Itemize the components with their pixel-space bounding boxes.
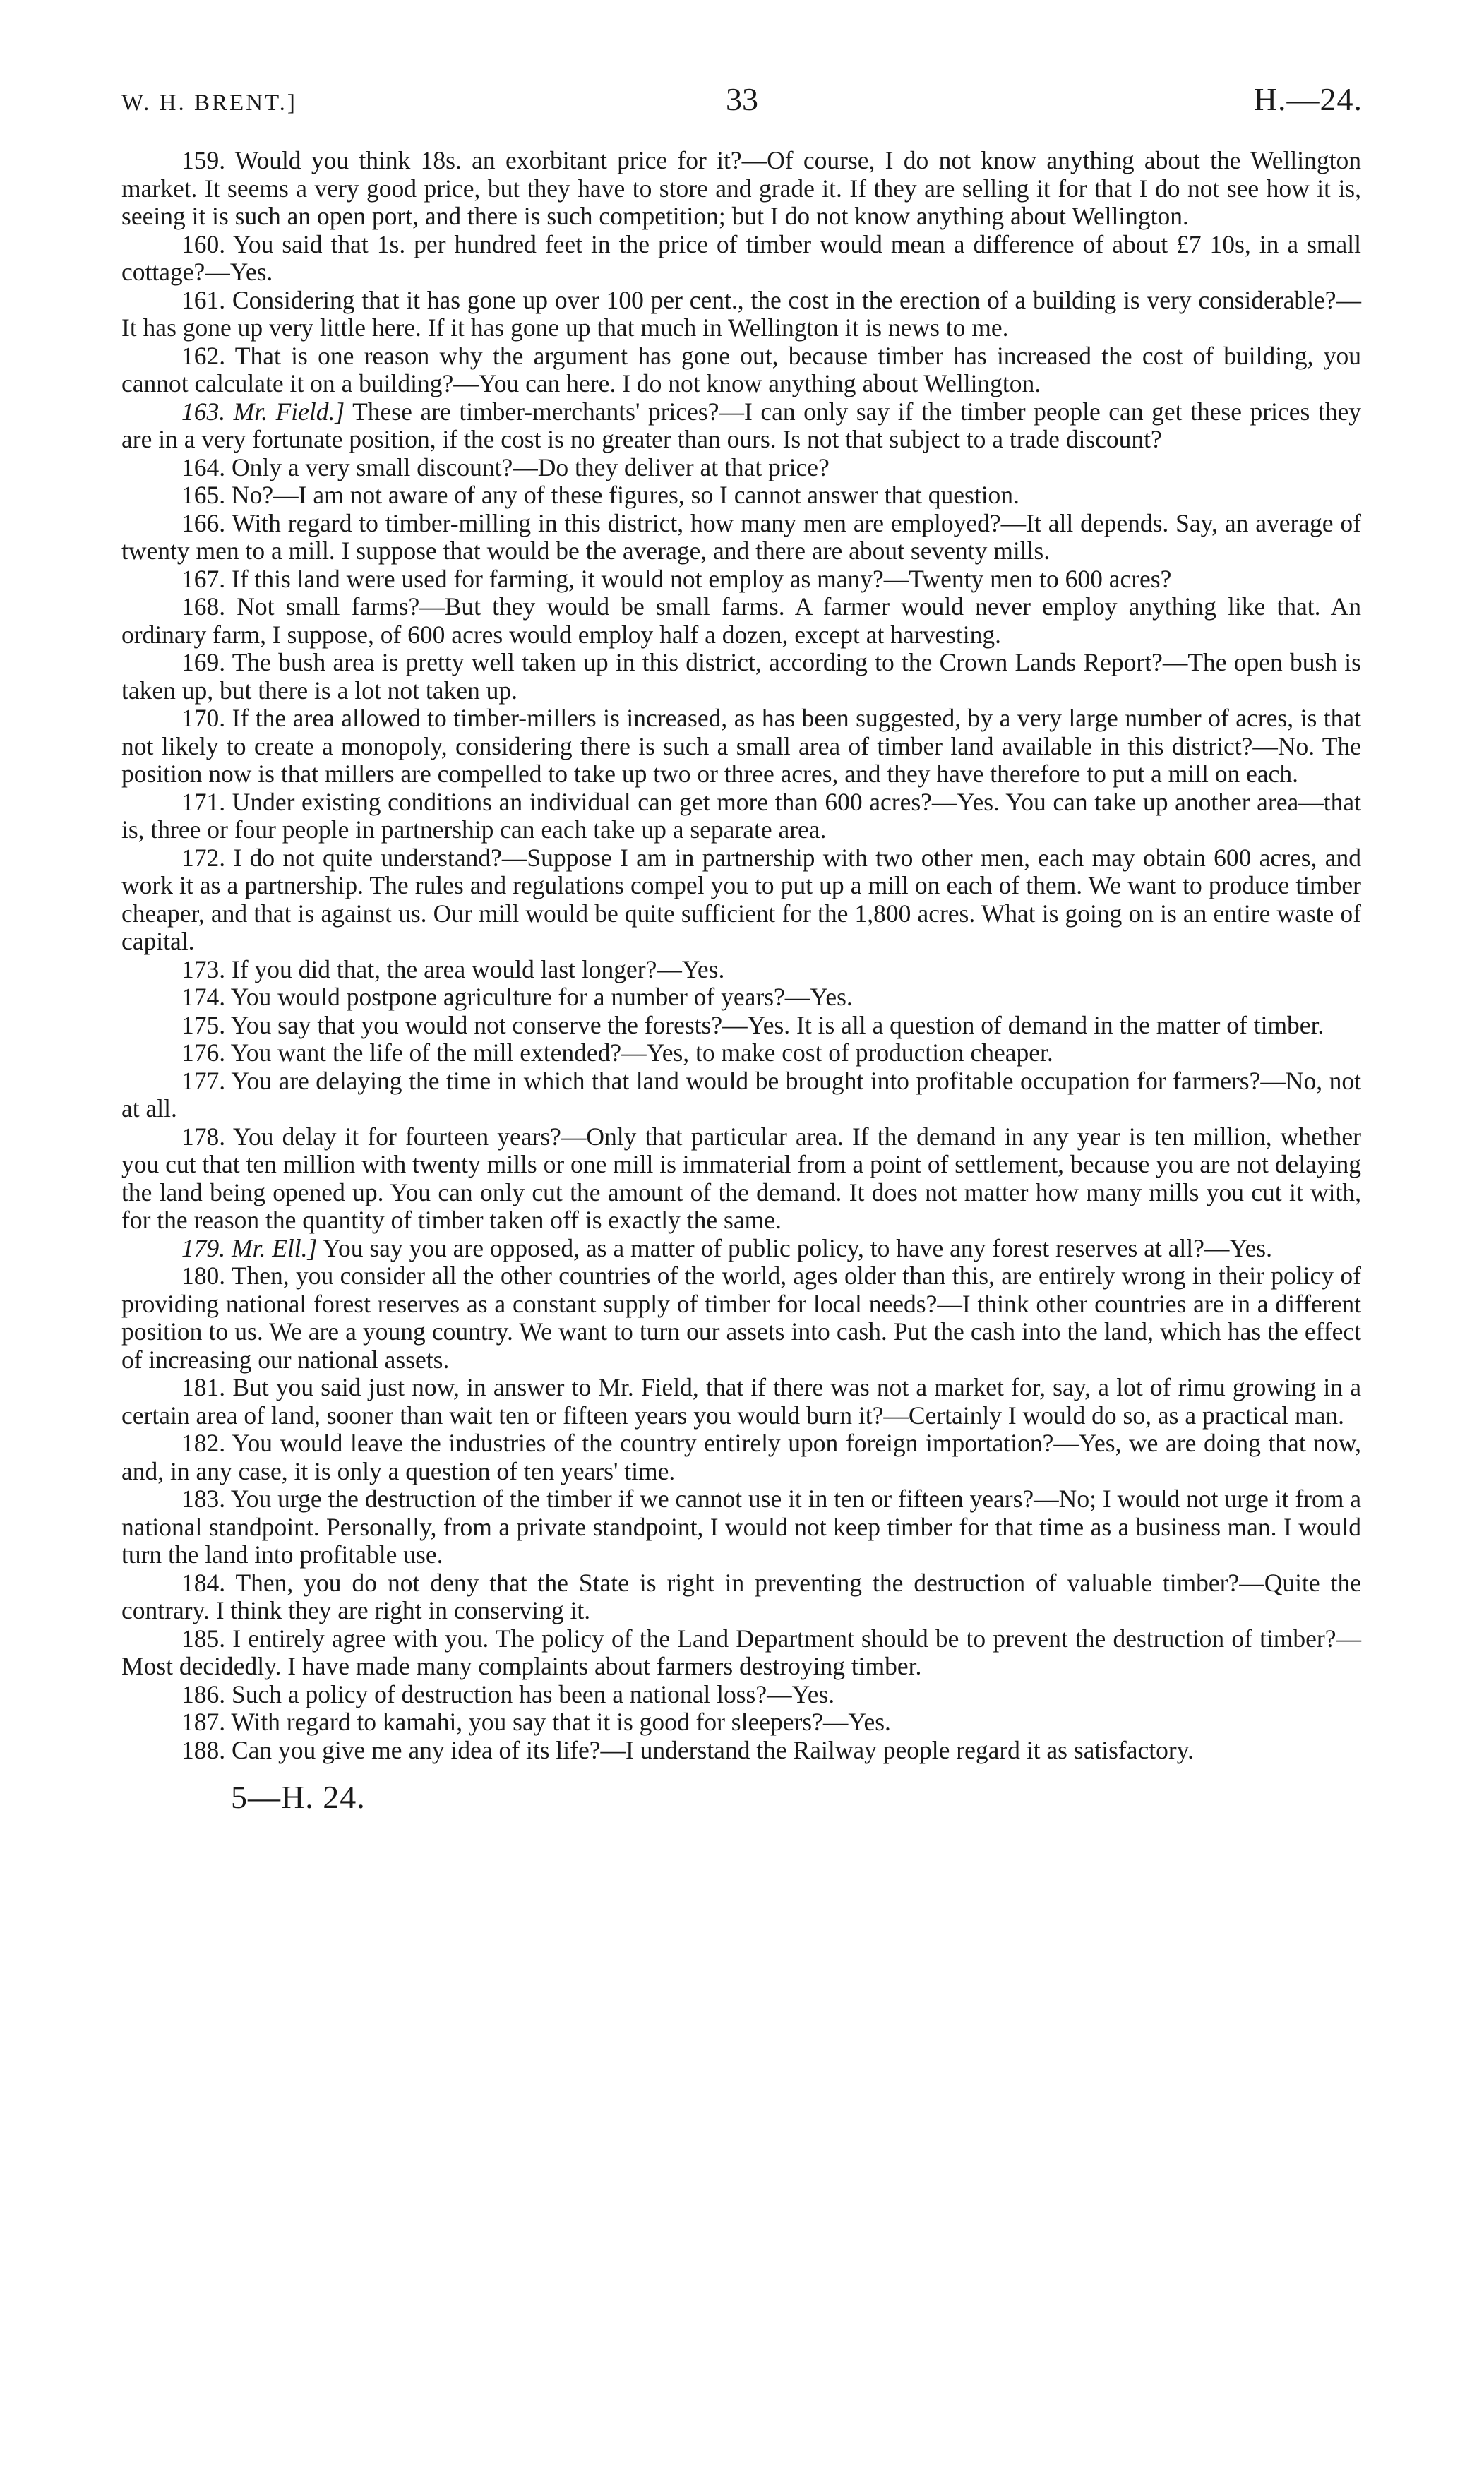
signature-mark: 5—H. 24. (231, 1779, 366, 1815)
paragraph-171: 171. Under existing conditions an individual can get more than 600 acres?—Yes. You can take up another area—that is, three or four people in partnership can each take up a separate area. (121, 787, 1361, 844)
paragraph-169: 169. The bush area is pretty well taken up in this district, according to the Crown Lands Report?—The open bush is taken up, but there is a lot not taken up. (121, 648, 1361, 705)
paragraph-178: 178. You delay it for fourteen years?—Only that particular area. If the demand in any year is ten million, whether you cut that ten million with twenty mills or one mill is immaterial from a point of settlement, because you are not delaying the land being opened up. You can only cut the amount of the demand. It does not matter how many mills you cut it with, for the reason the quantity of timber taken off is exactly the same. (121, 1122, 1361, 1234)
paragraph-168: 168. Not small farms?—But they would be small farms. A farmer would never employ anything like that. An ordinary farm, I suppose, of 600 acres would employ half a dozen, except at harvesting. (121, 592, 1361, 649)
paragraph-165: 165. No?—I am not aware of any of these figures, so I cannot answer that question. (181, 481, 1019, 509)
paragraph-166: 166. With regard to timber-milling in this district, how many men are employed?—It all depends. Say, an average of twenty men to a mill. I suppose that would be the average, and there are about seventy mills. (121, 508, 1361, 565)
paragraph-177: 177. You are delaying the time in which that land would be brought into profitable occupation for farmers?—No, not at all. (121, 1066, 1361, 1122)
paragraph-183: 183. You urge the destruction of the timber if we cannot use it in ten or fifteen years?—No; I would not urge it from a national standpoint. Personally, from a private standpoint, I would not keep timber for that time as a business man. I would turn the land into profitable use. (121, 1485, 1361, 1569)
paragraph-181: 181. But you said just now, in answer to Mr. Field, that if there was not a market for, say, a lot of rimu growing in a certain area of land, sooner than wait ten or fifteen years you would burn it?—Certainly I would do so, as a practical man. (121, 1373, 1361, 1430)
paragraph-185: 185. I entirely agree with you. The policy of the Land Department should be to prevent the destruction of timber?—Most decidedly. I have made many complaints about farmers destroying timber. (121, 1624, 1361, 1680)
paragraph-174: 174. You would postpone agriculture for a number of years?—Yes. (181, 983, 853, 1011)
paragraph-186: 186. Such a policy of destruction has been a national loss?—Yes. (181, 1679, 835, 1708)
paragraph-167: 167. If this land were used for farming, it would not employ as many?—Twenty men to 600 acres? (181, 564, 1172, 593)
page-header (121, 79, 1363, 128)
paragraph-162: 162. That is one reason why the argument has gone out, because timber has increased the cost of building, you cannot calculate it on a building?—You can here. I do not know anything about Wellington. (121, 341, 1361, 397)
paragraph-187: 187. With regard to kamahi, you say that it is good for sleepers?—Yes. (181, 1708, 891, 1736)
document-code: H.—24. (1253, 81, 1363, 117)
paragraph-161: 161. Considering that it has gone up over 100 per cent., the cost in the erection of a building is very considerable?—It has gone up very little here. If it has gone up that much in Wellington it is news to me. (121, 285, 1361, 342)
paragraph-175: 175. You say that you would not conserve the forests?—Yes. It is all a question of demand in the matter of timber. (181, 1010, 1324, 1039)
paragraph-164: 164. Only a very small discount?—Do they deliver at that price? (181, 453, 830, 481)
paragraph-159: 159. Would you think 18s. an exorbitant price for it?—Of course, I do not know anything about the Wellington market. It seems a very good price, but they have to store and grade it. If they are selling it for that I do not see how it is, seeing it is such an open port, and there is such competition; but I do not know anything about Wellington. (121, 146, 1361, 230)
paragraph-184: 184. Then, you do not deny that the State is right in preventing the destruction of valuable timber?—Quite the contrary. I think they are right in conserving it. (121, 1568, 1361, 1624)
paragraph-188: 188. Can you give me any idea of its life?—I understand the Railway people regard it as satisfactory. (181, 1735, 1195, 1764)
paragraph-170: 170. If the area allowed to timber-millers is increased, as has been suggested, by a very large number of acres, is that not likely to create a monopoly, considering there is such a small area of timber land available in this district?—No. The position now is that millers are compelled to take up two or three acres, and they have therefore to put a mill on each. (121, 704, 1361, 788)
paragraph-160: 160. You said that 1s. per hundred feet in the price of timber would mean a difference of about £7 10s, in a small cottage?—Yes. (121, 229, 1361, 286)
witness-name: W. H. BRENT.] (121, 90, 297, 116)
page-body (121, 147, 1361, 1816)
paragraph-182: 182. You would leave the industries of the country entirely upon foreign importation?—Yes, we are doing that now, and, in any case, it is only a question of ten years' time. (121, 1429, 1361, 1485)
paragraph-179: 179. Mr. Ell.] You say you are opposed, as a matter of public policy, to have any forest reserves at all?—Yes. (181, 1233, 1272, 1262)
paragraph-172: 172. I do not quite understand?—Suppose I am in partnership with two other men, each may obtain 600 acres, and work it as a partnership. The rules and regulations compel you to put up a mill on each of them. We want to produce timber cheaper, and that is against us. Our mill would be quite sufficient for the 1,800 acres. What is going on is an entire waste of capital. (121, 843, 1361, 955)
paragraph-173: 173. If you did that, the area would last longer?—Yes. (181, 954, 725, 983)
paragraph-176: 176. You want the life of the mill extended?—Yes, to make cost of production cheaper. (181, 1038, 1053, 1067)
page-number: 33 (726, 81, 758, 117)
paragraph-180: 180. Then, you consider all the other countries of the world, ages older than this, are entirely wrong in their policy of providing national forest reserves as a constant supply of timber for local needs?—I think other countries are in a different position to us. We are a young country. We want to turn our assets into cash. Put the cash into the land, which has the effect of increasing our national assets. (121, 1262, 1361, 1374)
paragraph-163: 163. Mr. Field.] These are timber-merchants' prices?—I can only say if the timber people can get these prices they are in a very fortunate position, if the cost is no greater than ours. Is not that subject to a trade discount? (121, 397, 1361, 453)
